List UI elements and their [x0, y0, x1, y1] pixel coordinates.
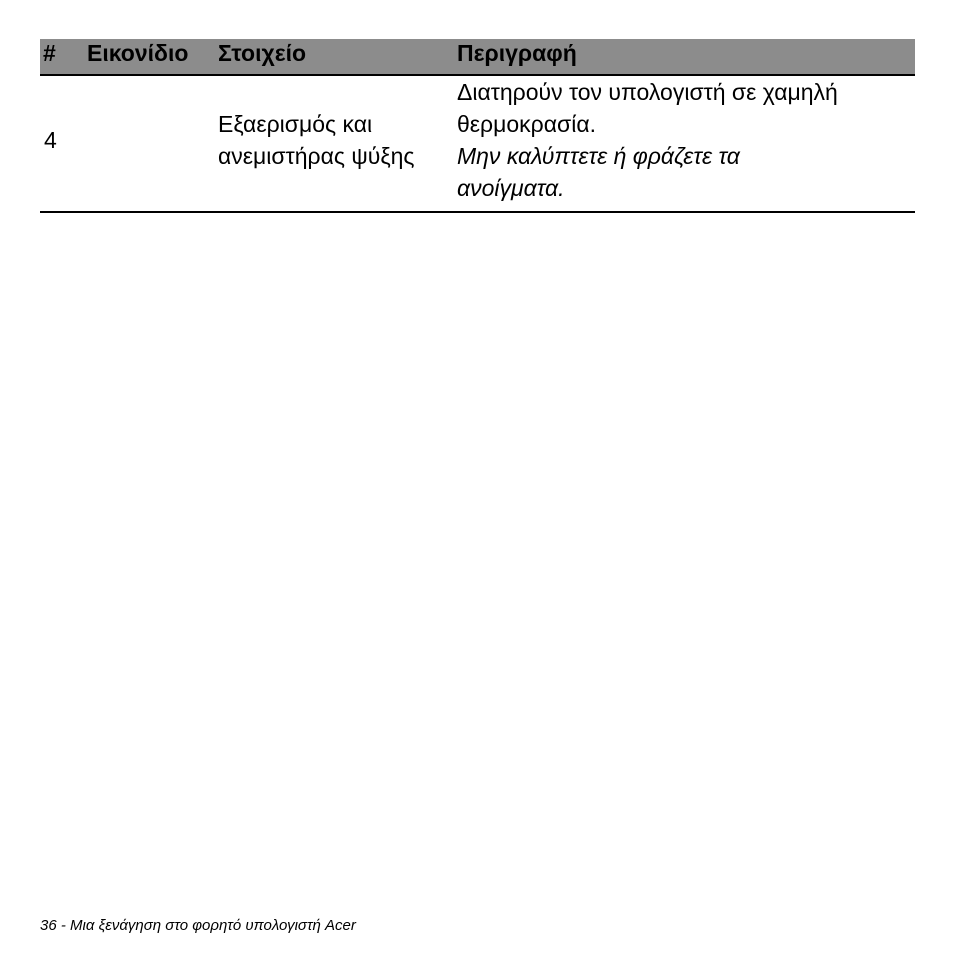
header-item: Στοιχείο [218, 40, 307, 66]
table-header-row [40, 39, 915, 76]
row-note-line-1: Μην καλύπτετε ή φράζετε τα [457, 143, 740, 169]
table-row [40, 76, 915, 213]
row-description-line-1: Διατηρούν τον υπολογιστή σε χαμηλή [457, 79, 838, 105]
header-description: Περιγραφή [457, 40, 577, 66]
row-item-line-2: ανεμιστήρας ψύξης [218, 143, 415, 169]
header-icon: Εικονίδιο [87, 40, 189, 66]
header-number: # [43, 40, 56, 66]
features-table [40, 39, 915, 213]
row-number: 4 [44, 127, 57, 153]
page-footer: 36 - Μια ξενάγηση στο φορητό υπολογιστή Acer [40, 917, 356, 934]
row-note-line-2: ανοίγματα. [457, 175, 565, 201]
row-item-line-1: Εξαερισμός και [218, 111, 373, 137]
row-description-line-2: θερμοκρασία. [457, 111, 597, 137]
